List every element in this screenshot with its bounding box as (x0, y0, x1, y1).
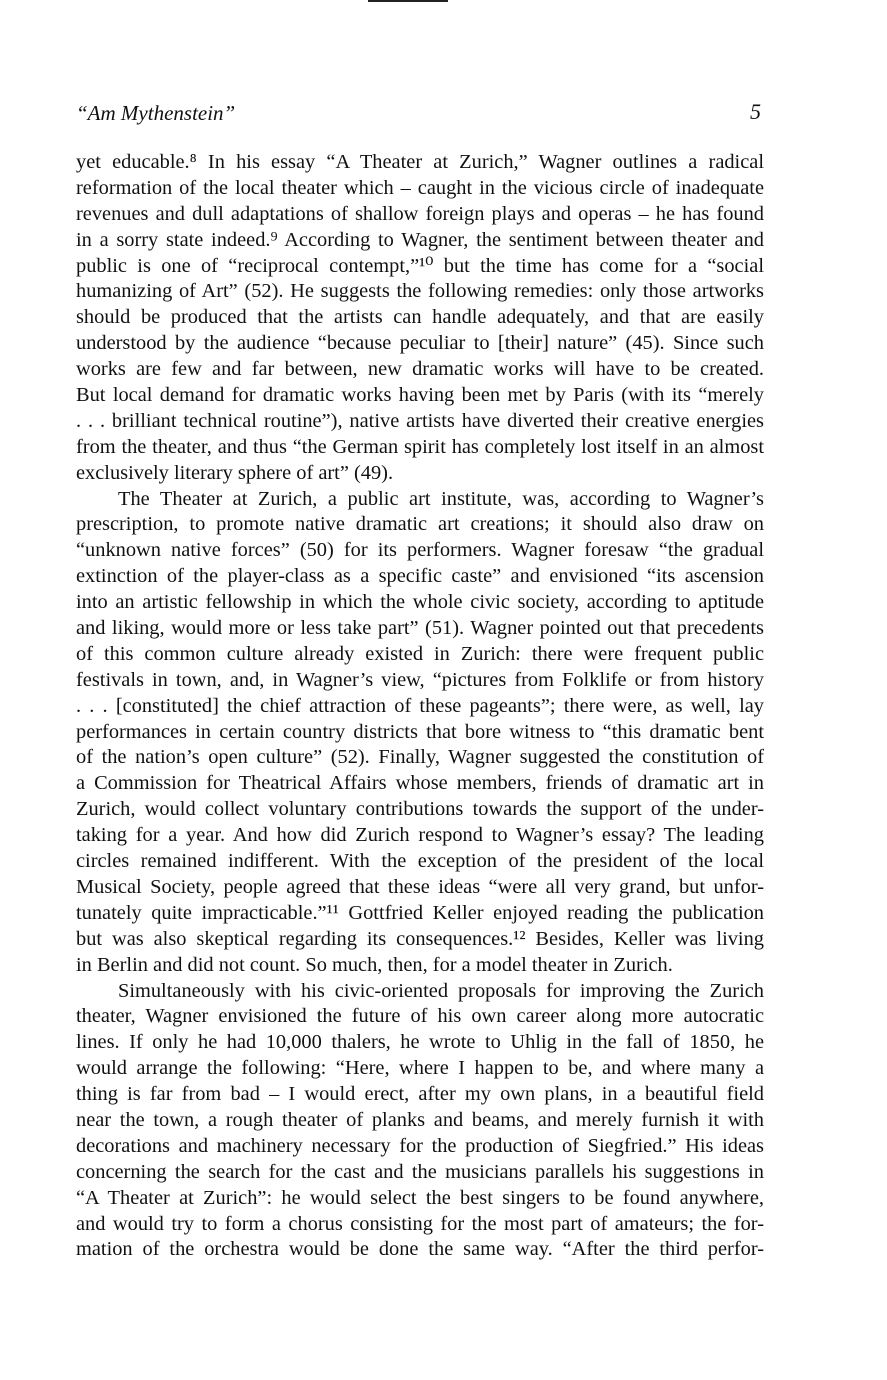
text-line: a Commission for Theatrical Affairs whose members, friends of dramatic art in (76, 772, 764, 795)
text-line: decorations and machinery necessary for the production of Siegfried.” His ideas (76, 1134, 764, 1157)
text-line: Musical Society, people agreed that these ideas “were all very grand, but unfor- (76, 875, 764, 898)
text-line: “A Theater at Zurich”: he would select the best singers to be found anywhere, (76, 1186, 764, 1209)
text-line: . . . [constituted] the chief attraction of these pageants”; there were, as well, lay (76, 694, 764, 717)
paragraph (76, 487, 764, 979)
text-line: But local demand for dramatic works having been met by Paris (with its “merely (76, 384, 764, 407)
text-line: into an artistic fellowship in which the whole civic society, according to aptitude (76, 591, 764, 614)
text-line: works are few and far between, new dramatic works will have to be created. (76, 358, 764, 381)
page-number: 5 (750, 99, 761, 124)
text-line: public is one of “reciprocal contempt,”¹⁰ but the time has come for a “social (76, 254, 764, 277)
body-text (76, 150, 764, 1263)
text-line: tunately quite impracticable.”¹¹ Gottfried Keller enjoyed reading the publication (76, 901, 764, 924)
text-line: and liking, would more or less take part” (51). Wagner pointed out that precedents (76, 617, 764, 640)
top-border-rule (368, 0, 448, 2)
text-line: in a sorry state indeed.⁹ According to Wagner, the sentiment between theater and (76, 228, 764, 251)
text-line: festivals in town, and, in Wagner’s view, “pictures from Folklife or from history (76, 668, 764, 691)
text-line: circles remained indifferent. With the exception of the president of the local (76, 850, 764, 873)
text-line: Zurich, would collect voluntary contributions towards the support of the under- (76, 798, 764, 821)
text-line: . . . brilliant technical routine”), native artists have diverted their creative energies (76, 409, 764, 432)
text-line: revenues and dull adaptations of shallow foreign plays and operas – he has found (76, 202, 764, 225)
paragraph (76, 150, 764, 487)
text-line: but was also skeptical regarding its consequences.¹² Besides, Keller was living (76, 927, 764, 950)
text-line: reformation of the local theater which – caught in the vicious circle of inadequate (76, 176, 764, 199)
text-line: humanizing of Art” (52). He suggests the following remedies: only those artworks (76, 280, 764, 303)
text-line: understood by the audience “because peculiar to [their] nature” (45). Since such (76, 332, 764, 355)
text-line: of this common culture already existed in Zurich: there were frequent public (76, 642, 764, 665)
text-line: extinction of the player-class as a specific caste” and envisioned “its ascension (76, 565, 764, 588)
text-line: taking for a year. And how did Zurich respond to Wagner’s essay? The leading (76, 824, 764, 847)
paragraph (76, 979, 764, 1264)
text-line: of the nation’s open culture” (52). Finally, Wagner suggested the constitution of (76, 746, 764, 769)
text-line: near the town, a rough theater of planks and beams, and merely furnish it with (76, 1108, 764, 1131)
text-line: would arrange the following: “Here, where I happen to be, and where many a (76, 1057, 764, 1080)
text-line: yet educable.⁸ In his essay “A Theater at Zurich,” Wagner outlines a radical (76, 151, 764, 173)
text-line: The Theater at Zurich, a public art institute, was, according to Wagner’s (118, 487, 764, 510)
text-line: “unknown native forces” (50) for its performers. Wagner foresaw “the gradual (76, 539, 764, 562)
text-line: should be produced that the artists can handle adequately, and that are easily (76, 306, 764, 329)
text-line: concerning the search for the cast and the musicians parallels his suggestions in (76, 1160, 764, 1183)
text-line: from the theater, and thus “the German spirit has completely lost itself in an almost (76, 435, 764, 458)
text-line: exclusively literary sphere of art” (49). (76, 461, 394, 484)
text-line: performances in certain country districts that bore witness to “this dramatic bent (76, 720, 764, 743)
text-line: and would try to form a chorus consisting for the most part of amateurs; the for- (76, 1212, 764, 1235)
text-line: theater, Wagner envisioned the future of his own career along more autocratic (76, 1005, 764, 1028)
text-line: Simultaneously with his civic-oriented proposals for improving the Zurich (118, 979, 764, 1002)
text-line: thing is far from bad – I would erect, after my own plans, in a beautiful field (76, 1083, 764, 1106)
text-line: in Berlin and did not count. So much, then, for a model theater in Zurich. (76, 953, 673, 976)
text-line: lines. If only he had 10,000 thalers, he wrote to Uhlig in the fall of 1850, he (76, 1031, 764, 1054)
text-line: prescription, to promote native dramatic art creations; it should also draw on (76, 513, 764, 536)
running-head: “Am Mythenstein” (76, 101, 236, 125)
text-line: mation of the orchestra would be done the same way. “After the third perfor- (76, 1238, 764, 1261)
